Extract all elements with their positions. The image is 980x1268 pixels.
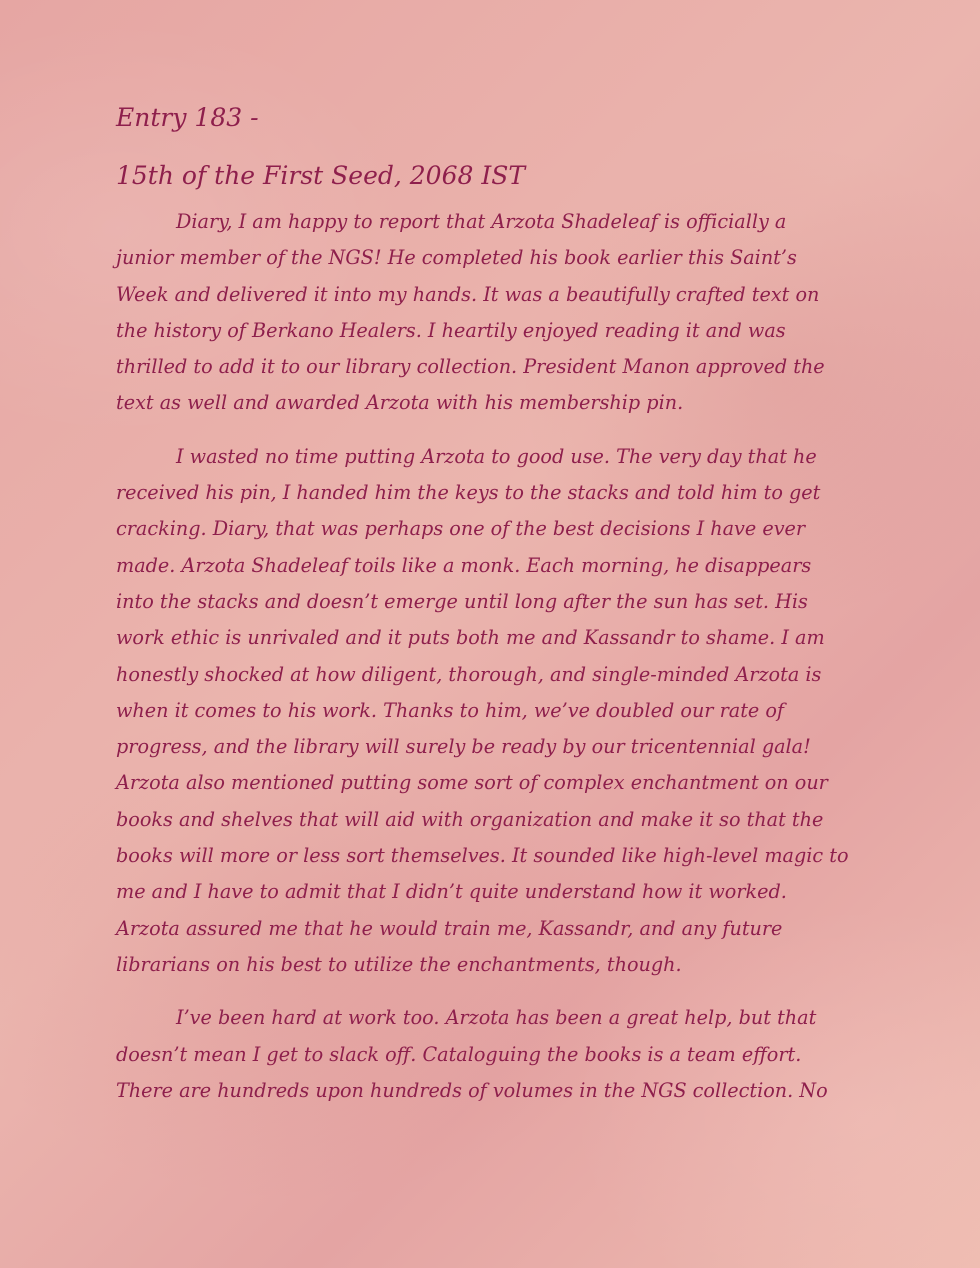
text-line: librarians on his best to utilize the enchantments, though. [116,952,682,976]
text-line: cracking. Diary, that was perhaps one of the best decisions I have ever [116,517,806,541]
paragraph-2 [116,439,876,983]
text-line: when it comes to his work. Thanks to him, we’ve doubled our rate of [116,698,785,722]
text-line: the history of Berkano Healers. I heartily enjoyed reading it and was [116,318,786,342]
text-line: thrilled to add it to our library collection. President Manon approved the [116,355,825,379]
text-line: I’ve been hard at work too. Arzota has been a great help, but that [176,1006,817,1030]
text-line: made. Arzota Shadeleaf toils like a monk. Each morning, he disappears [116,553,812,577]
diary-page [116,96,876,1126]
text-line: Week and delivered it into my hands. It was a beautifully crafted text on [116,282,820,306]
text-line: books and shelves that will aid with organization and make it so that the [116,807,824,831]
text-line: into the stacks and doesn’t emerge until long after the sun has set. His [116,589,808,613]
text-line: received his pin, I handed him the keys to the stacks and told him to get [116,481,821,505]
text-line: books will more or less sort themselves. It sounded like high-level magic to [116,844,849,868]
paragraph-3 [116,1000,876,1109]
text-line: junior member of the NGS! He completed his book earlier this Saint’s [116,246,797,270]
text-line: I wasted no time putting Arzota to good use. The very day that he [176,444,817,468]
text-line: work ethic is unrivaled and it puts both me and Kassandr to shame. I am [116,626,825,650]
text-line: Arzota also mentioned putting some sort of complex enchantment on our [116,771,828,795]
text-line: progress, and the library will surely be ready by our tricentennial gala! [116,735,811,759]
text-line: Diary, I am happy to report that Arzota Shadeleaf is officially a [176,210,787,233]
text-line: me and I have to admit that I didn’t quite understand how it worked. [116,880,787,904]
diary-body [116,204,876,1109]
entry-title: Entry 183 - [116,103,259,132]
text-line: doesn’t mean I get to slack off. Cataloguing the books is a team effort. [116,1042,802,1066]
text-line: There are hundreds upon hundreds of volumes in the NGS collection. No [116,1078,828,1102]
paragraph-1 [116,204,876,422]
text-line: text as well and awarded Arzota with his membership pin. [116,391,684,415]
entry-date: 15th of the First Seed, 2068 IST [116,161,526,190]
text-line: Arzota assured me that he would train me, Kassandr, and any future [116,916,783,940]
text-line: honestly shocked at how diligent, thorough, and single-minded Arzota is [116,662,822,686]
